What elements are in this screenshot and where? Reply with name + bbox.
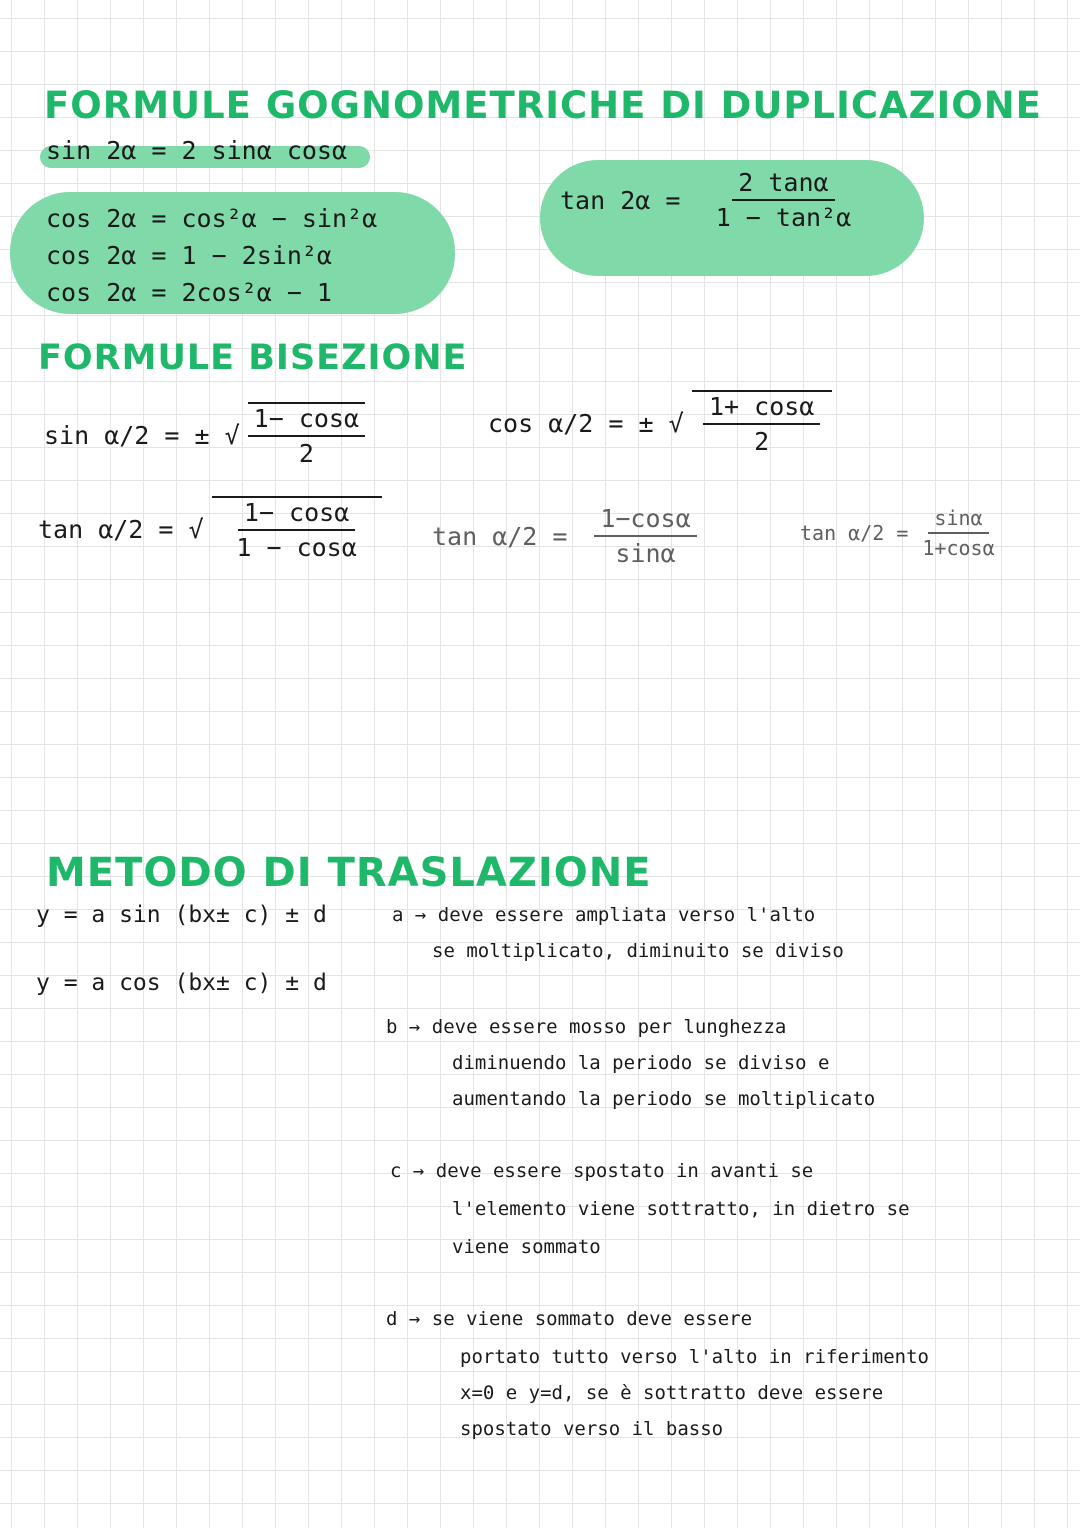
note-d-line-4: spostato verso il basso xyxy=(460,1418,724,1440)
tan-duplication-fraction xyxy=(688,168,878,232)
sin-bisection-numerator: 1− cosα xyxy=(248,404,365,437)
formula-tan-bisection-2 xyxy=(432,504,715,568)
formula-sin-duplication: sin 2α = 2 sinα cosα xyxy=(46,136,348,165)
formula-tan-bisection-1 xyxy=(38,496,382,562)
tan3-bisection-fraction xyxy=(916,506,1000,560)
formula-tan-duplication xyxy=(560,168,878,232)
heading-bisection: FORMULE BISEZIONE xyxy=(38,338,468,378)
tan2-bisection-denominator: sinα xyxy=(615,539,676,568)
sin-bisection-left: sin α/2 = ± √ xyxy=(44,420,240,450)
tan-duplication-left: tan 2α = xyxy=(560,185,681,215)
tan2-bisection-numerator: 1−cosα xyxy=(594,504,696,537)
note-a-line-1: a → deve essere ampliata verso l'alto xyxy=(392,904,816,926)
note-c-line-2: l'elemento viene sottratto, in dietro se xyxy=(452,1198,910,1220)
note-b-line-1: b → deve essere mosso per lunghezza xyxy=(386,1016,787,1038)
cos-bisection-denominator: 2 xyxy=(754,427,770,456)
formula-translation-cos: y = a cos (bx± c) ± d xyxy=(36,970,327,996)
sin-bisection-denominator: 2 xyxy=(298,439,314,468)
note-b-line-3: aumentando la periodo se moltiplicato xyxy=(452,1088,876,1110)
note-d-line-2: portato tutto verso l'alto in riferimento xyxy=(460,1346,929,1368)
tan1-bisection-denominator: 1 − cosα xyxy=(236,533,357,562)
tan3-bisection-denominator: 1+cosα xyxy=(922,536,995,560)
tan2-bisection-fraction xyxy=(575,504,715,568)
sin-bisection-fraction xyxy=(248,402,365,468)
tan1-bisection-numerator: 1− cosα xyxy=(238,498,355,531)
tan-duplication-numerator: 2 tanα xyxy=(732,168,834,201)
tan1-bisection-fraction xyxy=(212,496,382,562)
formula-cos-duplication-3: cos 2α = 2cos²α − 1 xyxy=(46,278,332,307)
cos-bisection-numerator: 1+ cosα xyxy=(703,392,820,425)
heading-duplication: FORMULE GOGNOMETRICHE DI DUPLICAZIONE xyxy=(44,84,1042,127)
formula-tan-bisection-3 xyxy=(800,506,1001,560)
formula-translation-sin: y = a sin (bx± c) ± d xyxy=(36,902,327,928)
note-d-line-1: d → se viene sommato deve essere xyxy=(386,1308,753,1330)
formula-cos-bisection xyxy=(488,390,832,456)
tan1-bisection-left: tan α/2 = √ xyxy=(38,514,204,544)
formula-sin-bisection xyxy=(44,402,365,468)
tan3-bisection-left: tan α/2 = xyxy=(800,521,909,545)
tan2-bisection-left: tan α/2 = xyxy=(432,521,568,551)
tan-duplication-denominator: 1 − tan²α xyxy=(715,203,852,232)
note-c-line-3: viene sommato xyxy=(452,1236,601,1258)
note-c-line-1: c → deve essere spostato in avanti se xyxy=(390,1160,814,1182)
cos-bisection-fraction xyxy=(692,390,832,456)
heading-translation: METODO DI TRASLAZIONE xyxy=(46,850,652,896)
note-d-line-3: x=0 e y=d, se è sottratto deve essere xyxy=(460,1382,884,1404)
note-b-line-2: diminuendo la periodo se diviso e xyxy=(452,1052,830,1074)
note-a-line-2: se moltiplicato, diminuito se diviso xyxy=(432,940,844,962)
cos-bisection-left: cos α/2 = ± √ xyxy=(488,408,684,438)
tan3-bisection-numerator: sinα xyxy=(928,506,988,534)
formula-cos-duplication-1: cos 2α = cos²α − sin²α xyxy=(46,204,378,233)
formula-cos-duplication-2: cos 2α = 1 − 2sin²α xyxy=(46,241,332,270)
